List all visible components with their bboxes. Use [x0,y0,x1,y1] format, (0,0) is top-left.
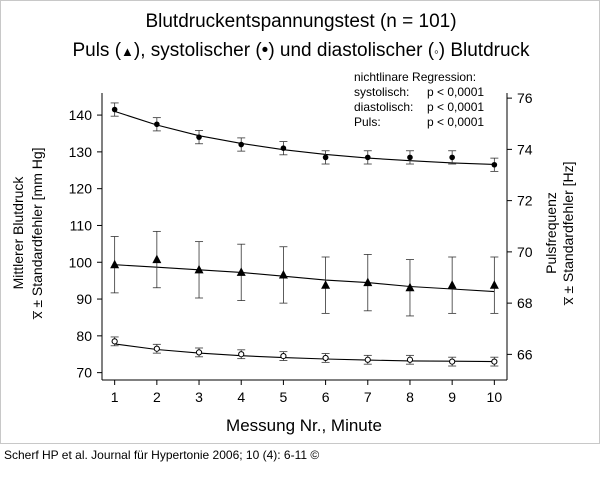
x-tick-label: 5 [279,389,288,405]
data-point-systolisch [492,162,498,168]
data-point-systolisch [281,145,287,151]
y-left-tick-label: 120 [68,180,92,197]
x-tick-label: 6 [321,389,330,405]
data-point-diastolisch [323,355,328,360]
data-point-systolisch [238,142,244,148]
y-right-tick-label: 74 [517,141,533,158]
fit-line-diastolisch [115,344,495,362]
data-point-systolisch [407,155,413,161]
y-axis-right-label-line-1: Pulsfrequenz [543,192,559,274]
annotation-value-systolisch: p < 0,0001 [427,85,485,99]
data-point-systolisch [323,155,329,161]
plot-area [69,90,533,405]
data-point-diastolisch [154,346,159,351]
y-left-tick-label: 90 [76,291,92,308]
data-point-Puls [152,255,161,264]
x-tick-label: 9 [448,389,457,405]
y-left-tick-label: 110 [69,217,92,234]
annotation-heading: nichtlinare Regression: [354,70,477,84]
chart-canvas [1,1,600,445]
subtitle-part-2: ), systolischer ( [133,40,262,61]
y-left-tick-label: 130 [68,143,92,160]
chart-subtitle [72,40,530,61]
y-axis-right-label-line-2: x̅ ± Standardfehler [Hz] [560,161,576,305]
data-point-systolisch [154,121,160,127]
data-point-systolisch [112,107,118,113]
data-point-diastolisch [450,359,455,364]
data-point-Puls [321,280,330,289]
circle-symbol: ◦ [434,44,439,59]
x-tick-label: 1 [110,389,119,405]
data-point-Puls [448,280,457,289]
y-left-tick-label: 80 [76,327,92,344]
subtitle-part-4: ) Blutdruck [438,40,530,61]
data-point-systolisch [365,155,371,161]
regression-annotation [354,70,484,129]
y-left-tick-label: 70 [76,364,92,381]
data-point-diastolisch [365,357,370,362]
subtitle-part-1: Puls ( [72,40,122,61]
triangle-symbol: ▲ [121,44,134,59]
x-tick-label: 4 [237,389,246,405]
y-left-tick-label: 140 [68,107,92,124]
y-left-tick-label: 100 [68,254,92,271]
credit-line: Scherf HP et al. Journal für Hypertonie 2006; 10 (4): 6-11 © [4,448,320,462]
x-axis-label: Messung Nr., Minute [226,416,382,435]
y-right-tick-label: 72 [517,192,533,209]
chart-title: Blutdruckentspannungstest (n = 101) [145,11,457,32]
data-point-systolisch [196,134,202,140]
data-point-diastolisch [492,359,497,364]
fit-line-Puls [115,265,495,292]
y-right-tick-label: 66 [517,346,533,363]
data-point-diastolisch [407,357,412,362]
data-point-Puls [237,267,246,276]
data-point-diastolisch [281,353,286,358]
x-tick-label: 7 [363,389,372,405]
annotation-label-puls: Puls: [354,115,381,129]
y-right-tick-label: 70 [517,243,533,260]
annotation-label-systolisch: systolisch: [354,85,410,99]
annotation-value-puls: p < 0,0001 [427,115,485,129]
x-tick-label: 8 [406,389,414,405]
annotation-label-diastolisch: diastolisch: [354,100,414,114]
y-right-tick-label: 68 [517,295,533,312]
data-point-diastolisch [112,339,117,344]
data-point-diastolisch [239,352,244,357]
data-point-Puls [279,270,288,279]
data-point-diastolisch [196,350,201,355]
annotation-value-diastolisch: p < 0,0001 [427,100,485,114]
data-point-Puls [110,260,119,269]
x-tick-label: 2 [152,389,161,405]
data-point-systolisch [449,155,455,161]
y-axis-left-label-line-2: x̅ ± Standardfehler [mm Hg] [29,147,45,319]
y-axis-left-label-line-1: Mittlerer Blutdruck [10,176,26,290]
y-right-tick-label: 76 [517,90,533,107]
x-tick-label: 10 [486,389,503,405]
data-point-Puls [490,280,499,289]
subtitle-part-3: ) und diastolischer ( [268,40,435,61]
x-tick-label: 3 [195,389,203,405]
dot-symbol: • [261,40,269,61]
